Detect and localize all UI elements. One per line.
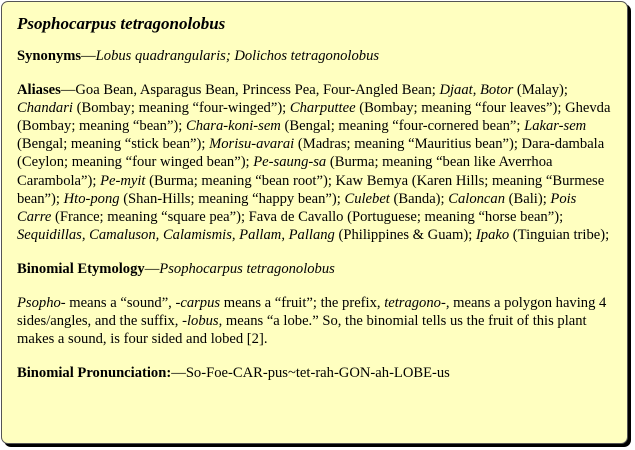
alias-text-run: Sequidillas, Camaluson, Calamismis, Pallam, Pallang bbox=[17, 226, 335, 243]
alias-text-run: Culebet bbox=[344, 190, 390, 207]
synonyms-value: Lobus quadrangularis; Dolichos tetragonolobus bbox=[95, 48, 380, 64]
alias-text-run: Ipako bbox=[475, 226, 510, 243]
alias-text-run: (France; meaning “square pea”); Fava de Cavallo (Portuguese; meaning “horse bean”); bbox=[51, 208, 564, 225]
alias-text-run: Chandari bbox=[17, 100, 73, 117]
etymology-text-run: , means “a lobe.” So, the binomial tells us the fruit of this plant makes a sound, is four sided and lobed [2]. bbox=[17, 313, 587, 348]
alias-text-run: Goa Bean, Asparagus Bean, Princess Pea, Four-Angled Bean; bbox=[75, 82, 440, 99]
etymology-value: Psophocarpus tetragonolobus bbox=[159, 260, 335, 277]
synonyms-separator: — bbox=[81, 48, 96, 64]
alias-text-run: (Burma; meaning “bean like Averrhoa Carambola”); bbox=[17, 154, 553, 189]
alias-text-run: Lakar-sem bbox=[524, 118, 587, 135]
alias-text-run: Chara-koni-sem bbox=[185, 118, 281, 135]
alias-text-run: , bbox=[472, 82, 480, 99]
etymology-text-run: tetragono- bbox=[384, 295, 446, 312]
alias-text-run: (Philippines & Guam); bbox=[334, 226, 476, 243]
alias-text-run: Botor bbox=[480, 82, 514, 99]
alias-text-run: Pois Carre bbox=[17, 190, 577, 225]
synonyms-paragraph bbox=[17, 47, 613, 65]
alias-text-run: (Bengal; meaning “four-cornered bean”; bbox=[280, 118, 525, 135]
alias-text-run: Djaat bbox=[439, 82, 473, 99]
alias-text-run: (Bali); bbox=[505, 190, 551, 207]
alias-text-run: Charputtee bbox=[289, 100, 356, 117]
entry-card bbox=[1, 1, 628, 444]
page-title: Psophocarpus tetragonolobus bbox=[17, 14, 226, 33]
pronunciation-separator: — bbox=[171, 365, 186, 382]
pronunciation-label: Binomial Pronunciation: bbox=[17, 365, 172, 382]
etymology-text-run: means a “fruit”; the prefix, bbox=[220, 295, 385, 312]
alias-text-run: Morisu-avarai bbox=[209, 136, 295, 153]
alias-text-run: (Burma; meaning “bean root”); Kaw Bemya (Karen Hills; meaning “Burmese bean”); bbox=[17, 172, 605, 207]
alias-text-run: (Bengal; meaning “stick bean”); bbox=[17, 136, 210, 153]
aliases-label: Aliases bbox=[17, 82, 61, 99]
etymology-text-run: -lobus bbox=[182, 313, 219, 330]
synonyms-label: Synonyms bbox=[17, 48, 82, 64]
etymology-text bbox=[17, 294, 613, 348]
alias-text-run: (Banda); bbox=[389, 190, 449, 207]
pronunciation-paragraph bbox=[17, 364, 613, 382]
alias-text-run: (Tinguian tribe); bbox=[509, 226, 610, 243]
alias-text-run: (Shan-Hills; meaning “happy bean”); bbox=[119, 190, 345, 207]
alias-text-run: Hto-pong bbox=[63, 190, 120, 207]
etymology-text-run: means a “sound”, bbox=[65, 295, 176, 312]
pronunciation-value: So-Foe-CAR-pus~tet-rah-GON-ah-LOBE-us bbox=[185, 365, 450, 382]
aliases-separator: — bbox=[60, 82, 76, 99]
alias-text-run: Pe-saung-sa bbox=[253, 154, 327, 171]
alias-text-run: (Malay); bbox=[513, 82, 568, 99]
etymology-separator: — bbox=[144, 260, 160, 277]
alias-text-run: Caloncan bbox=[448, 190, 505, 207]
alias-text-run: (Madras; meaning “Mauritius bean”); Dara-dambala (Ceylon; meaning “four winged bean”); bbox=[17, 136, 605, 171]
etymology-text-run: -carpus bbox=[175, 295, 221, 312]
etymology-heading-paragraph bbox=[17, 260, 613, 278]
etymology-text-run: Psopho- bbox=[17, 295, 66, 312]
etymology-text-run: , means a polygon having 4 sides/angles, and the suffix, bbox=[17, 295, 607, 330]
aliases-paragraph bbox=[17, 81, 613, 244]
aliases-text bbox=[17, 82, 610, 243]
etymology-label: Binomial Etymology bbox=[17, 260, 145, 277]
alias-text-run: (Bombay; meaning “four-winged”); bbox=[72, 100, 290, 117]
alias-text-run: (Bombay; meaning “four leaves”); Ghevda (Bombay; meaning “bean”); bbox=[17, 100, 611, 135]
alias-text-run: Pe-myit bbox=[100, 172, 146, 189]
